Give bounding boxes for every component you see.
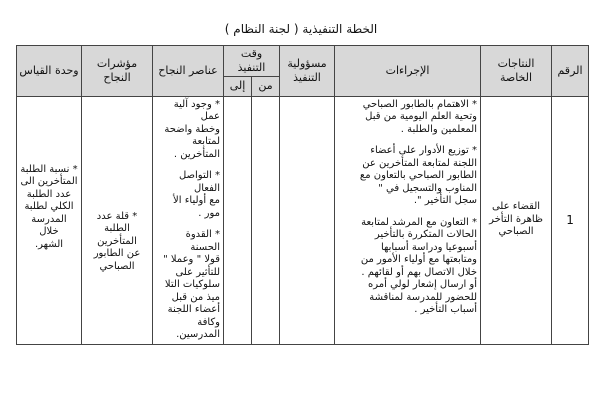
header-time: وقت التنفيذ (224, 46, 280, 77)
row-number: 1 (552, 96, 589, 344)
procedure-item: * التعاون مع المرشد لمتابعة الحالات المتكررة بالتأخير أسبوعيا ودراسة أسبابها ومتابعتها مع أولياء الأمور من خلال الاتصال بهم أو لقائهم . أو ارسال إشعار لولي أمره للحضور للمدرسة لمناقشة أسباب التأخير . (360, 216, 478, 315)
header-from: من (252, 76, 280, 96)
measure-text: * نسبة الطلبة المتأخرين الى عدد الطلبة الكلي لطلبة المدرسة خلال الشهر. (20, 163, 78, 250)
procedure-item: * الاهتمام بالطابور الصباحي وتحية العلم اليومية من قبل المعلمين والطلبة . (362, 98, 478, 135)
header-row (17, 46, 589, 77)
header-success-elements: عناصر النجاح (153, 46, 224, 97)
row-success-elements (153, 96, 224, 344)
success-element-item: * وجود آلية عمل وخطة واضحة لمتابعة المتأخرين . (164, 98, 220, 160)
row-procedures (335, 96, 481, 344)
row-responsibility (280, 96, 335, 344)
row-outcome: القضاء على ظاهرة التأخر الصباحي (481, 96, 552, 344)
row-indicators (82, 96, 153, 344)
table-row (17, 96, 589, 344)
header-procedures: الإجراءات (335, 46, 481, 97)
row-measure (17, 96, 82, 344)
success-element-item: * القدوة الحسنة قولا " وعملا " للتأثير على سلوكيات التلا ميذ من قبل أعضاء اللجنة وكافة المدرسين. (163, 229, 220, 340)
execution-plan-table (16, 45, 589, 345)
procedure-item: * توزيع الأدوار على أعضاء اللجنة لمتابعة المتأخرين عن الطابور الصباحي بالتعاون مع المناوب والتسجيل في " سجل التأخير ". (359, 145, 478, 206)
row-time-from (252, 96, 280, 344)
header-measure: وحدة القياس (17, 46, 82, 97)
success-element-item: * التواصل الفعال مع أولياء الأ مور . (173, 170, 220, 219)
header-indicators: مؤشرات النجاح (82, 46, 153, 97)
document-title: الخطة التنفيذية ( لجنة النظام ) (224, 22, 378, 36)
header-outcomes: النتاجات الخاصة (481, 46, 552, 97)
header-responsibility: مسؤولية التنفيذ (280, 46, 335, 97)
header-to: إلى (224, 76, 252, 96)
header-number: الرقم (552, 46, 589, 97)
indicators-text: * قلة عدد الطلبة المتأخرين عن الطابور الصباحي (93, 210, 141, 272)
row-time-to (224, 96, 252, 344)
